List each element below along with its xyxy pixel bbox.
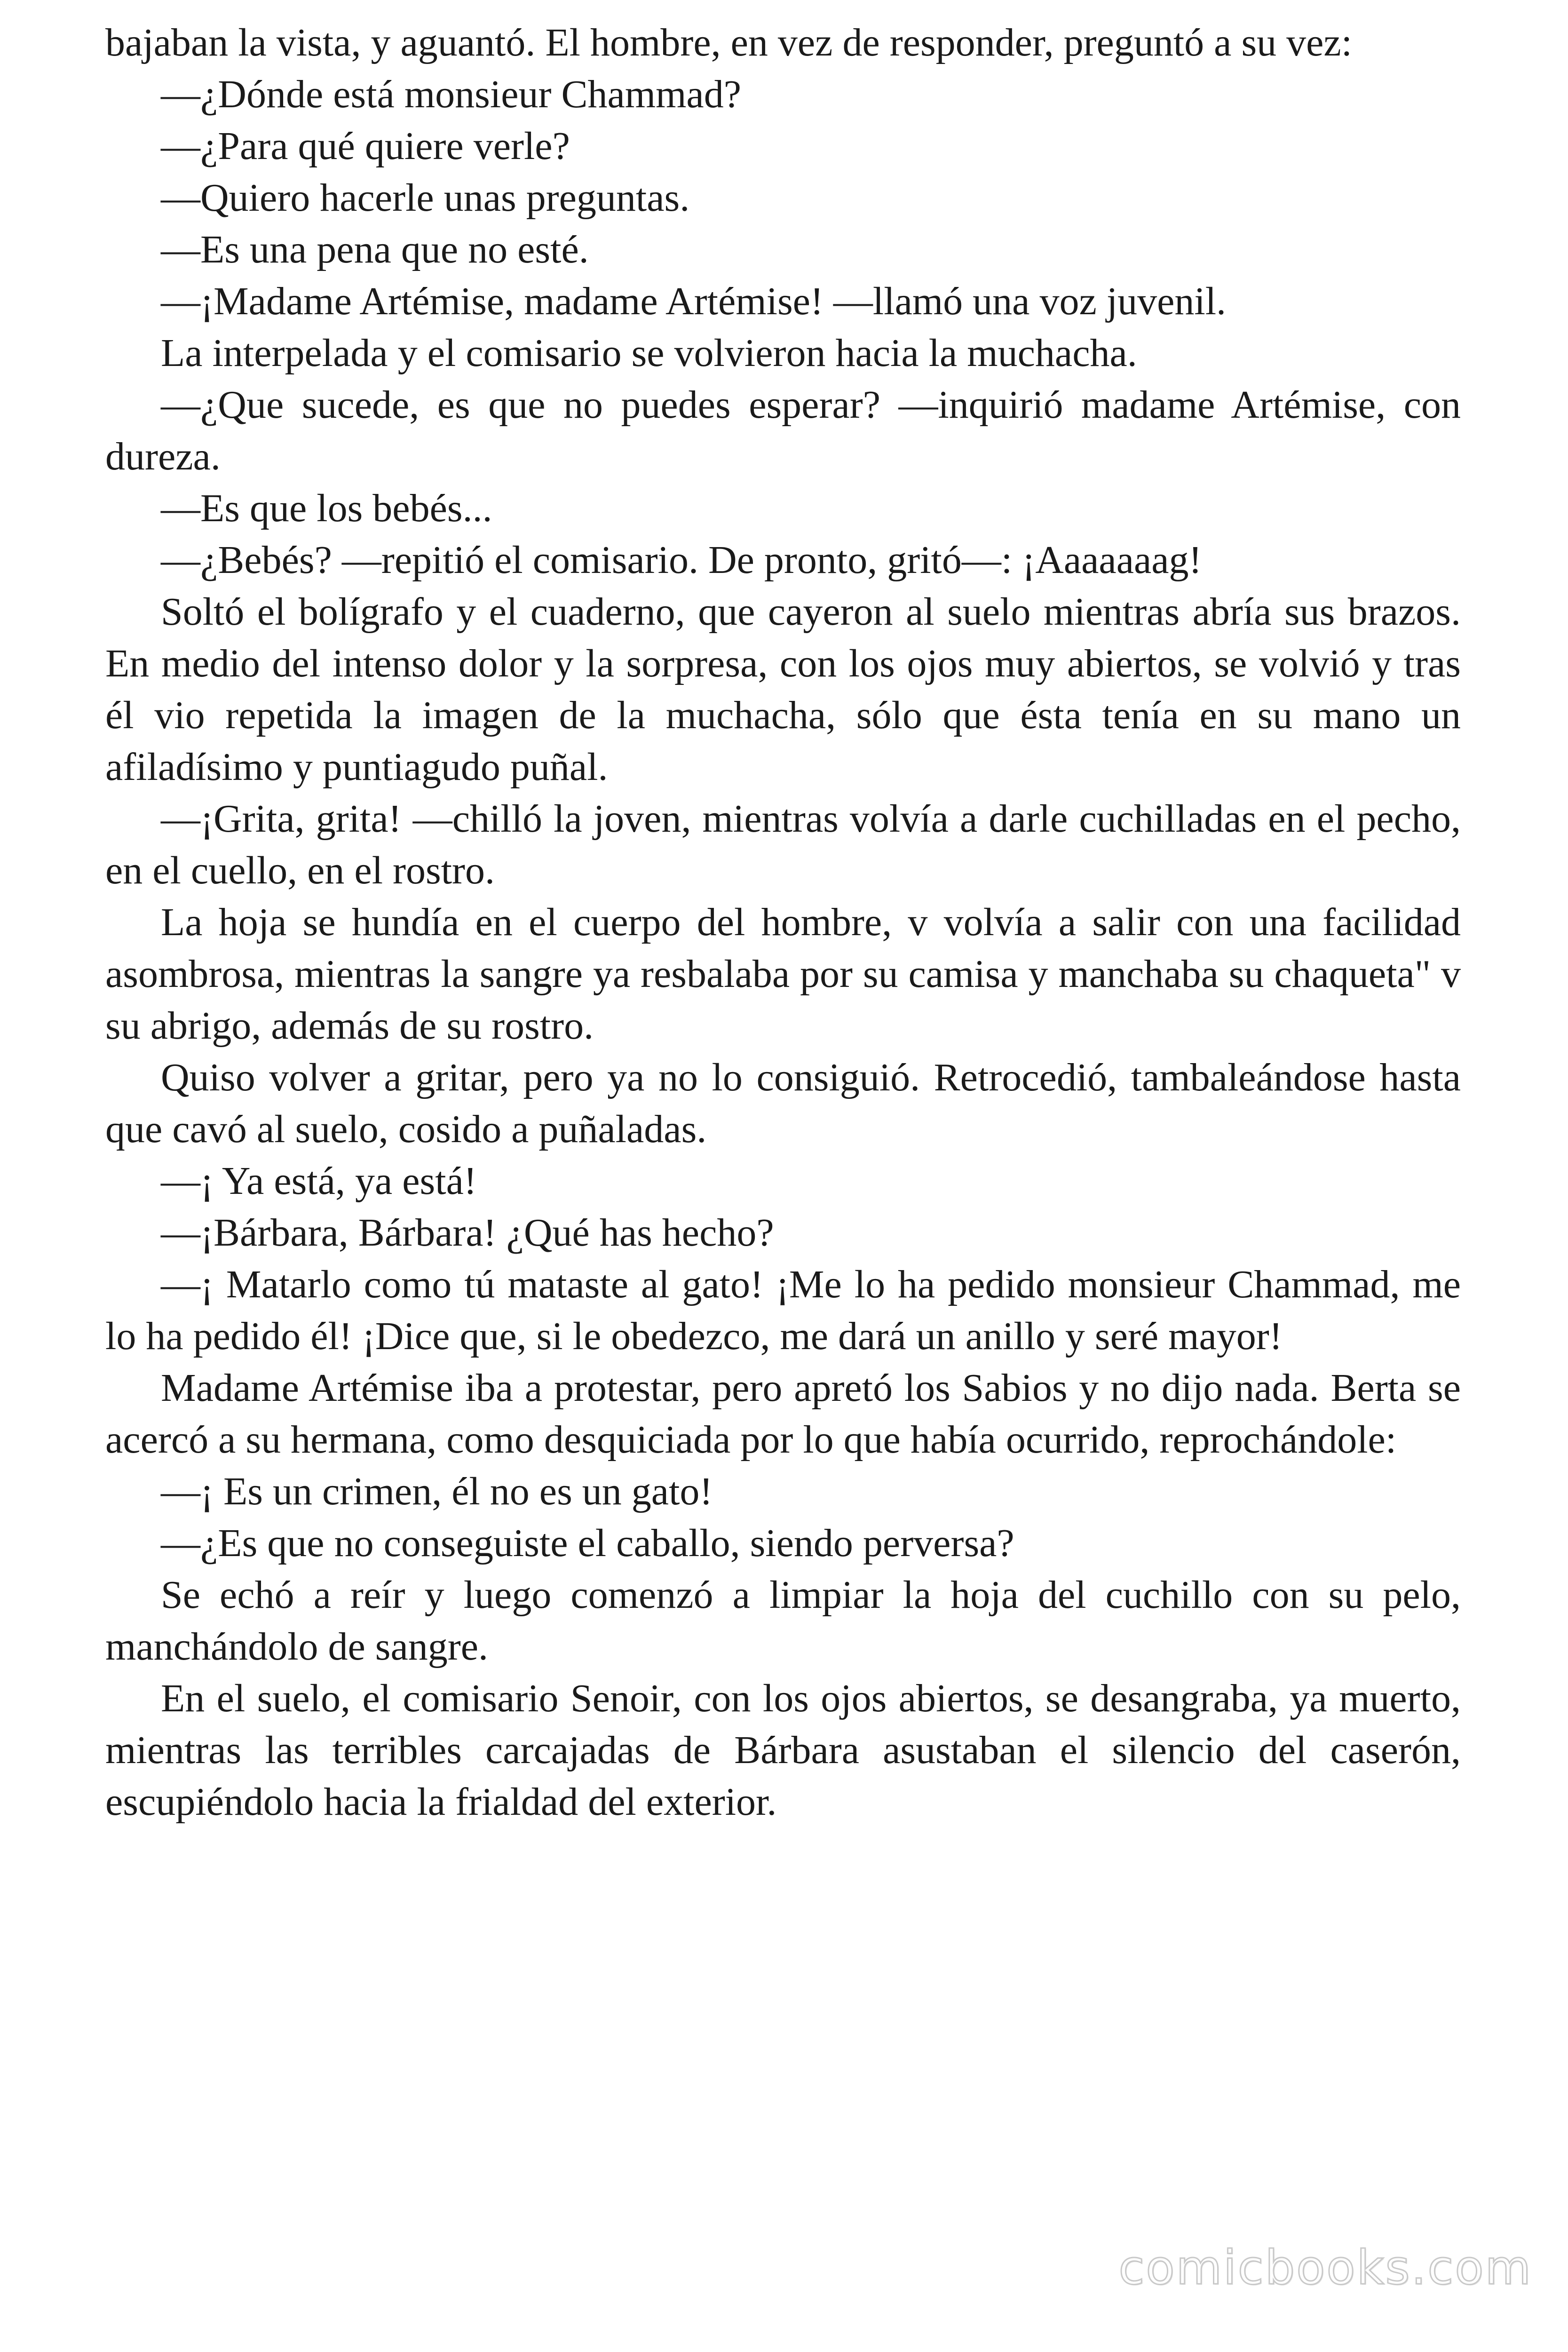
paragraph: —¡ Es un crimen, él no es un gato!	[161, 1470, 713, 1513]
paragraph: Madame Artémise iba a protestar, pero apretó los Sabios y no dijo nada. Berta se acercó a su hermana, como desquiciada por lo que había ocurrido, reprochándole:	[105, 1366, 1461, 1462]
paragraph: Se echó a reír y luego comenzó a limpiar la hoja del cuchillo con su pelo, manchándolo de sangre.	[105, 1573, 1461, 1669]
watermark-logo: comicbooks.com	[1118, 2240, 1532, 2295]
paragraph: Soltó el bolígrafo y el cuaderno, que cayeron al suelo mientras abría sus brazos. En medio del intenso dolor y la sorpresa, con los ojos muy abiertos, se volvió y tras él vio repetida la imagen de la muchacha, sólo que ésta tenía en su mano un afiladísimo y puntiagudo puñal.	[105, 590, 1461, 789]
paragraph: —¡Bárbara, Bárbara! ¿Qué has hecho?	[161, 1211, 774, 1255]
paragraph: bajaban la vista, y aguantó. El hombre, en vez de responder, preguntó a su vez:	[105, 21, 1353, 64]
paragraph: La interpelada y el comisario se volvieron hacia la muchacha.	[161, 331, 1137, 375]
body-text	[105, 17, 1461, 1828]
paragraph: Quiso volver a gritar, pero ya no lo consiguió. Retrocedió, tambaleándose hasta que cavó al suelo, cosido a puñaladas.	[105, 1056, 1461, 1151]
paragraph: —Es una pena que no esté.	[161, 228, 589, 271]
paragraph: —¿Bebés? —repitió el comisario. De pronto, gritó—: ¡Aaaaaaag!	[161, 538, 1202, 582]
paragraph: —¡Madame Artémise, madame Artémise! —llamó una voz juvenil.	[161, 279, 1227, 323]
paragraph: —¡ Ya está, ya está!	[161, 1159, 477, 1203]
paragraph: —¡Grita, grita! —chilló la joven, mientras volvía a darle cuchilladas en el pecho, en el cuello, en el rostro.	[105, 797, 1461, 892]
paragraph: —Es que los bebés...	[161, 486, 492, 530]
paragraph: —¿Para qué quiere verle?	[161, 124, 570, 168]
paragraph: En el suelo, el comisario Senoir, con los ojos abiertos, se desangraba, ya muerto, mientras las terribles carcajadas de Bárbara asustaban el silencio del caserón, escupiéndolo hacia la frialdad del exterior.	[105, 1677, 1461, 1824]
paragraph: —¡ Matarlo como tú mataste al gato! ¡Me lo ha pedido monsieur Chammad, me lo ha pedido él! ¡Dice que, si le obedezco, me dará un anillo y seré mayor!	[105, 1263, 1461, 1358]
paragraph: —¿Es que no conseguiste el caballo, siendo perversa?	[161, 1521, 1014, 1565]
paragraph: —Quiero hacerle unas preguntas.	[161, 176, 690, 220]
paragraph: —¿Que sucede, es que no puedes esperar? —inquirió madame Artémise, con dureza.	[105, 383, 1461, 478]
paragraph: La hoja se hundía en el cuerpo del hombre, v volvía a salir con una facilidad asombrosa, mientras la sangre ya resbalaba por su camisa y manchaba su chaqueta" v su abrigo, además de su rostro.	[105, 900, 1461, 1048]
paragraph: —¿Dónde está monsieur Chammad?	[161, 72, 741, 116]
